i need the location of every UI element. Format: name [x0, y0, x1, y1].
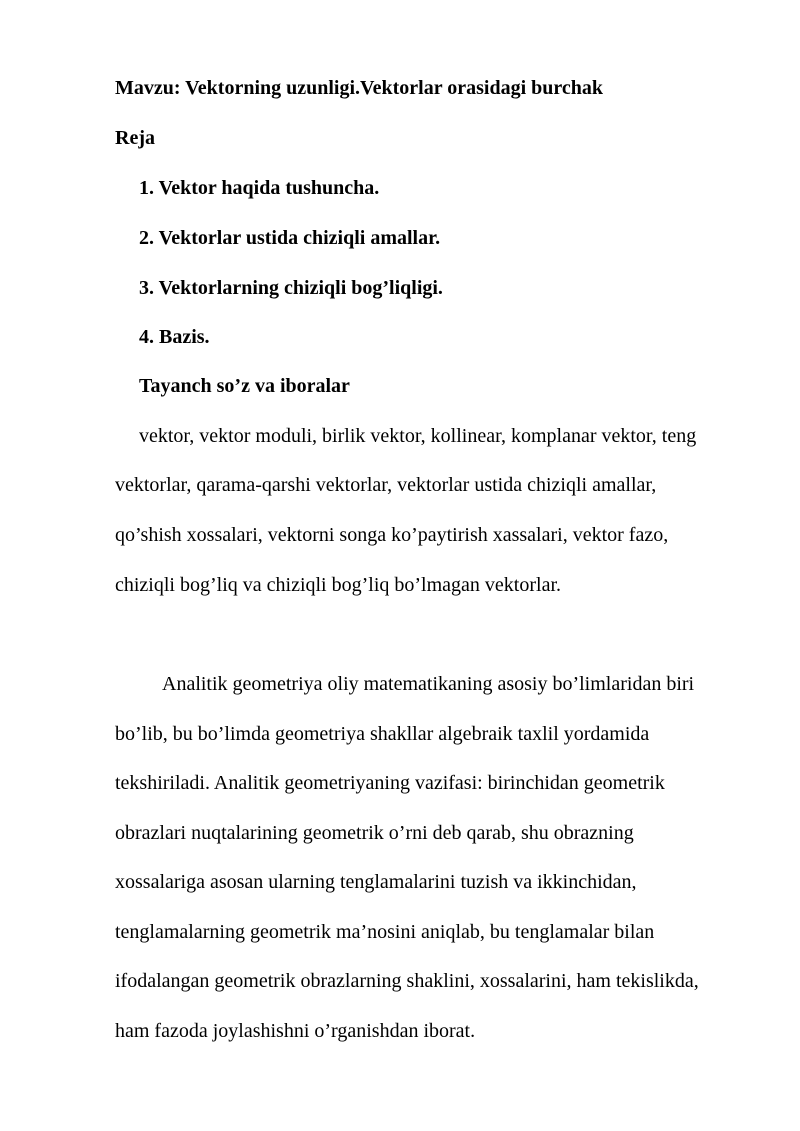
body-line: ifodalangan geometrik obrazlarning shaklini, xossalarini, ham tekislikda,	[115, 970, 699, 992]
keywords-line: chiziqli bog’liq va chiziqli bog’liq bo’lmagan vektorlar.	[115, 574, 561, 596]
body-line: tenglamalarning geometrik ma’nosini aniqlab, bu tenglamalar bilan	[115, 921, 655, 943]
keywords-line: vektor, vektor moduli, birlik vektor, kollinear, komplanar vektor, teng	[139, 425, 697, 447]
keywords-line: vektorlar, qarama-qarshi vektorlar, vektorlar ustida chiziqli amallar,	[115, 474, 657, 496]
body-line: ham fazoda joylashishni o’rganishdan iborat.	[115, 1020, 476, 1042]
keywords-heading: Tayanch so’z va iboralar	[139, 375, 350, 397]
body-line: Analitik geometriya oliy matematikaning asosiy bo’limlaridan biri	[162, 673, 695, 695]
keywords-line: qo’shish xossalari, vektorni songa ko’paytirish xassalari, vektor fazo,	[115, 524, 669, 546]
body-line: xossalariga asosan ularning tenglamalarini tuzish va ikkinchidan,	[115, 871, 637, 893]
plan-item: 2. Vektorlar ustida chiziqli amallar.	[139, 227, 441, 249]
body-line: bo’lib, bu bo’limda geometriya shakllar algebraik taxlil yordamida	[115, 723, 650, 745]
document-title: Mavzu: Vektorning uzunligi.Vektorlar orasidagi burchak	[115, 77, 604, 99]
plan-item: 3. Vektorlarning chiziqli bog’liqligi.	[139, 277, 443, 299]
plan-item: 4. Bazis.	[139, 326, 210, 348]
plan-item: 1. Vektor haqida tushuncha.	[139, 177, 380, 199]
body-line: tekshiriladi. Analitik geometriyaning vazifasi: birinchidan geometrik	[115, 772, 665, 794]
body-line: obrazlari nuqtalarining geometrik o’rni deb qarab, shu obrazning	[115, 822, 634, 844]
plan-heading: Reja	[115, 127, 155, 149]
